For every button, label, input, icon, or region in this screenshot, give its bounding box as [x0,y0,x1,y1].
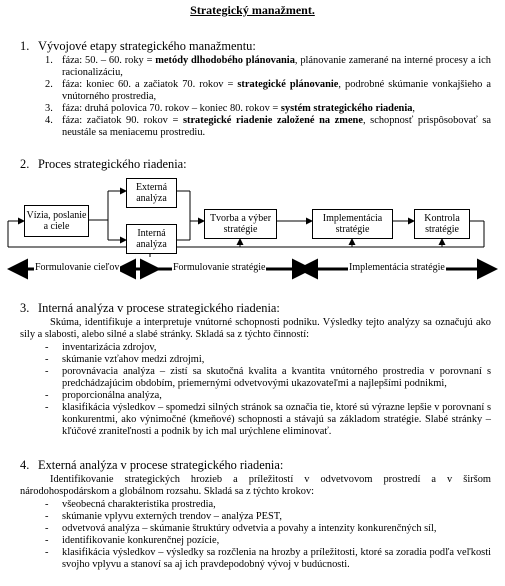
bullet-dash: - [45,523,49,534]
page-title: Strategický manažment. [190,3,315,17]
phase-label-implementation: Implementácia stratégie [349,262,445,273]
bullet-dash: - [45,366,49,377]
bullet-dash: - [45,511,49,522]
section-4-heading [20,459,283,471]
list-item [45,390,491,402]
item-text: porovnávacia analýza – zistí sa skutočná kvalita a kvantita vnútorného prostredia v porovnaní s predchádzajúcim obdobím, priemernými odvetvovými ukazovateľmi a najlepšími podnikmi, [62,366,491,389]
item-text: druhá polovica 70. rokov – koniec 80. rokov = [84,103,281,114]
item-text: identifikovanie konkurenčnej pozície, [62,535,220,546]
list-item [45,511,491,523]
item-text: , plánovanie zamerané na interné procesy a ich racionalizáciu, [62,55,491,78]
internal-analysis-box: Interná analýza [126,224,177,254]
item-label: fáza: [62,115,83,126]
item-text: koniec 60. a začiatok 70. rokov = [86,79,238,90]
item-text: 50. – 60. roky = [85,55,156,66]
item-text: , [412,103,416,114]
strategy-formulation-box: Tvorba a výber stratégie [204,209,277,239]
item-number: 3. [45,103,53,114]
section-3-intro: Skúma, identifikuje a interpretuje vnútorné schopnosti podniku. Výsledky tejto analýzy sa označujú ako sily a slabosti, alebo silné a slabé stránky. Skladá sa z týchto činností: [20,317,491,340]
list-item [45,547,491,571]
list-item [45,523,491,535]
section-number: 4. [20,458,30,472]
list-item [45,535,491,547]
section-title: Proces strategického riadenia: [38,157,187,171]
item-number: 2. [45,79,53,90]
item-label: fáza: [62,103,83,114]
phase-label-strategy: Formulovanie stratégie [173,262,266,273]
item-bold: strategické plánovanie [237,79,339,90]
vision-box: Vízia, poslanie a ciele [24,205,89,237]
item-number: 4. [45,115,53,126]
item-bold: metódy dlhodobého plánovania [155,55,295,66]
section-4-intro: Identifikovanie strategických hrozieb a príležitostí v odvetvovom prostredí a v širšom národohospodárskom a globálnom rozsahu. Skladá sa z týchto krokov: [20,474,491,497]
bullet-dash: - [45,390,49,401]
bullet-dash: - [45,402,49,413]
item-text: klasifikácia výsledkov – spomedzi silných stránok sa označia tie, ktoré sú výrazne lepšie v porovnaní s konkurentmi, ako výnimočné (kmeňové) schopnosti a stávajú sa základom stratégie. Slabé stránky – kľúčové zraniteľnosti a podnik by ich mal urýchlene eliminovať. [62,402,491,437]
section-title: Externá analýza v procese strategického riadenia: [38,458,284,472]
external-analysis-list [45,499,491,571]
section-title: Vývojové etapy strategického manažmentu: [38,39,256,53]
list-item [45,354,491,366]
item-label: fáza: [62,55,83,66]
item-text: skúmanie vzťahov medzi zdrojmi, [62,354,205,365]
item-text: skúmanie vplyvu externých trendov – analýza PEST, [62,511,282,522]
list-item [45,402,491,438]
list-item [45,499,491,511]
section-title: Interná analýza v procese strategického riadenia: [38,301,280,315]
section-3-heading [20,302,280,314]
item-bold: systém strategického riadenia [280,103,413,114]
bullet-dash: - [45,342,49,353]
bullet-dash: - [45,535,49,546]
item-bold: strategické riadenie založené na zmene [182,115,363,126]
control-box: Kontrola stratégie [414,209,470,239]
item-text: proporcionálna analýza, [62,390,162,401]
list-item [45,342,491,354]
section-number: 2. [20,157,30,171]
item-number: 1. [45,55,53,66]
implementation-box: Implementácia stratégie [312,209,393,239]
phase-label-goals: Formulovanie cieľov [35,262,120,273]
section-number: 3. [20,301,30,315]
item-text: všeobecná charakteristika prostredia, [62,499,216,510]
bullet-dash: - [45,499,49,510]
item-label: fáza: [62,79,83,90]
bullet-dash: - [45,354,49,365]
section-number: 1. [20,39,30,53]
external-analysis-box: Externá analýza [126,178,177,208]
item-text: , schopnosť prispôsobovať sa neustále sa meniacemu prostrediu. [62,115,491,138]
internal-analysis-list [45,342,491,438]
item-text: , podrobné skúmanie vonkajšieho a vnútorného prostredia, [62,79,491,102]
bullet-dash: - [45,547,49,558]
list-item [45,366,491,390]
item-text: klasifikácia výsledkov – výsledky sa rozčlenia na hrozby a príležitosti, ktoré sa zoradia podľa veľkosti svojho vplyvu a stanoví sa aj ich pravdepodobný vývoj v budúcnosti. [62,547,491,570]
item-text: inventarizácia zdrojov, [62,342,157,353]
item-text: začiatok 90. rokov = [86,115,183,126]
item-text: odvetvová analýza – skúmanie štruktúry odvetvia a povahy a intenzity konkurenčných síl, [62,523,437,534]
